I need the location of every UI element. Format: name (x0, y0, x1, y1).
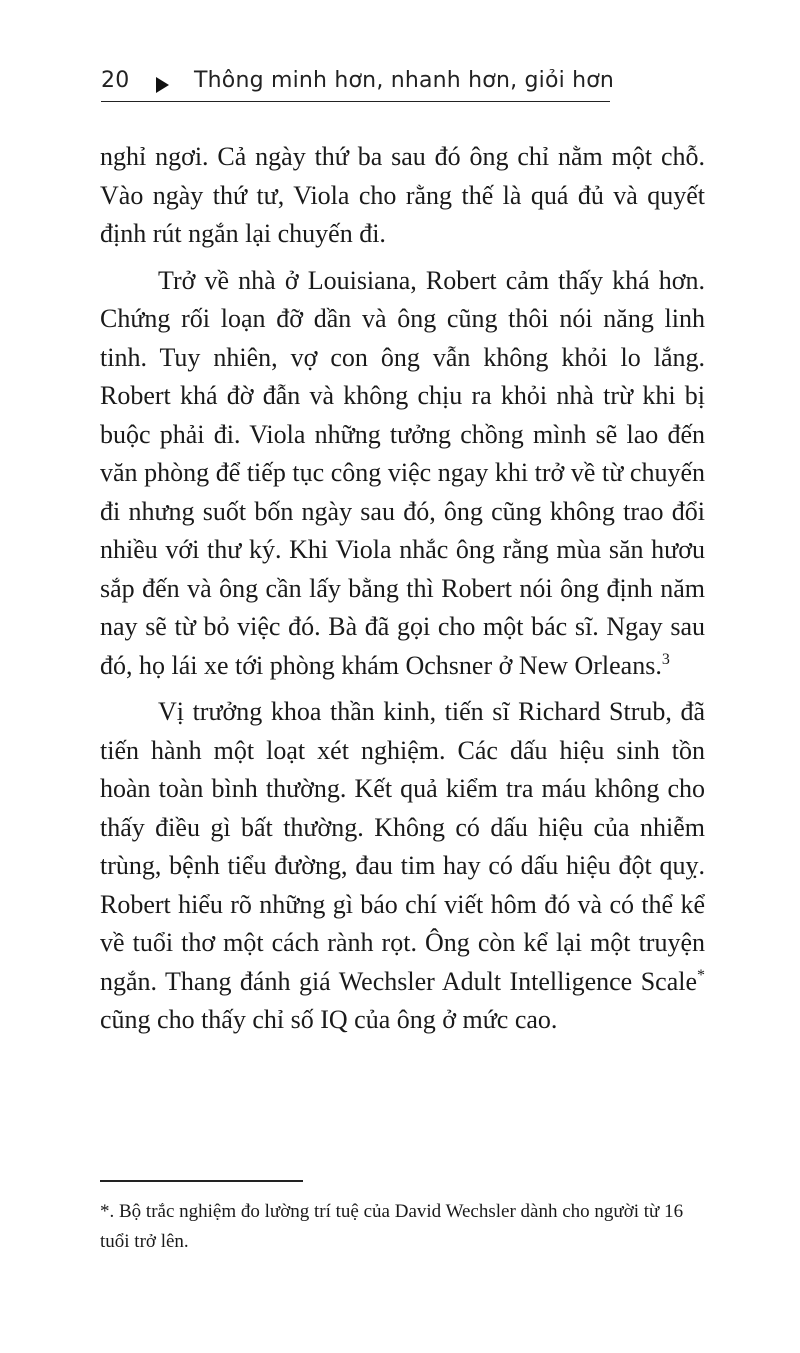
paragraph-3-text-end: cũng cho thấy chỉ số IQ của ông ở mức cao. (100, 1005, 558, 1034)
footnote-reference: * (697, 966, 705, 984)
page-number: 20 (101, 68, 130, 93)
footnote: *. Bộ trắc nghiệm đo lường trí tuệ của David Wechsler dành cho người từ 16 tuổi trở lên. (100, 1201, 684, 1252)
paragraph-2-text: Trở về nhà ở Louisiana, Robert cảm thấy khá hơn. Chứng rối loạn đỡ dần và ông cũng thôi nói năng linh tinh. Tuy nhiên, vợ con ông vẫn không khỏi lo lắng. Robert khá đờ đẫn và không chịu ra khỏi nhà trừ khi bị buộc phải đi. Viola những tưởng chồng mình sẽ lao đến văn phòng để tiếp tục công việc ngay khi trở về từ chuyến đi nhưng suốt bốn ngày sau đó, ông cũng không trao đổi nhiều với thư ký. Khi Viola nhắc ông rằng mùa săn hươu sắp đến và ông cần lấy bằng thì Robert nói ông định năm nay sẽ từ bỏ việc đó. Bà đã gọi cho một bác sĩ. Ngay sau đó, họ lái xe tới phòng khám Ochsner ở New Orleans. (100, 265, 705, 680)
endnote-reference: 3 (661, 650, 670, 668)
book-title: Thông minh hơn, nhanh hơn, giỏi hơn (194, 68, 615, 93)
body-text (100, 138, 705, 1040)
paragraph-2 (100, 262, 705, 686)
footnote-divider (100, 1180, 303, 1182)
triangle-right-icon (156, 77, 169, 93)
paragraph-3 (100, 693, 705, 1040)
paragraph-3-text: Vị trưởng khoa thần kinh, tiến sĩ Richard Strub, đã tiến hành một loạt xét nghiệm. Các dấu hiệu sinh tồn hoàn toàn bình thường. Kết quả kiểm tra máu không cho thấy điều gì bất thường. Không có dấu hiệu của nhiễm trùng, bệnh tiểu đường, đau tim hay có dấu hiệu đột quỵ. Robert hiểu rõ những gì báo chí viết hôm đó và có thể kể về tuổi thơ một cách rành rọt. Ông còn kể lại một truyện ngắn. Thang đánh giá Wechsler Adult Intelligence Scale (100, 697, 705, 996)
paragraph-1-text: nghỉ ngơi. Cả ngày thứ ba sau đó ông chỉ nằm một chỗ. Vào ngày thứ tư, Viola cho rằng thế là quá đủ và quyết định rút ngắn lại chuyến đi. (100, 142, 705, 248)
running-header (101, 66, 615, 102)
paragraph-1 (100, 138, 705, 254)
